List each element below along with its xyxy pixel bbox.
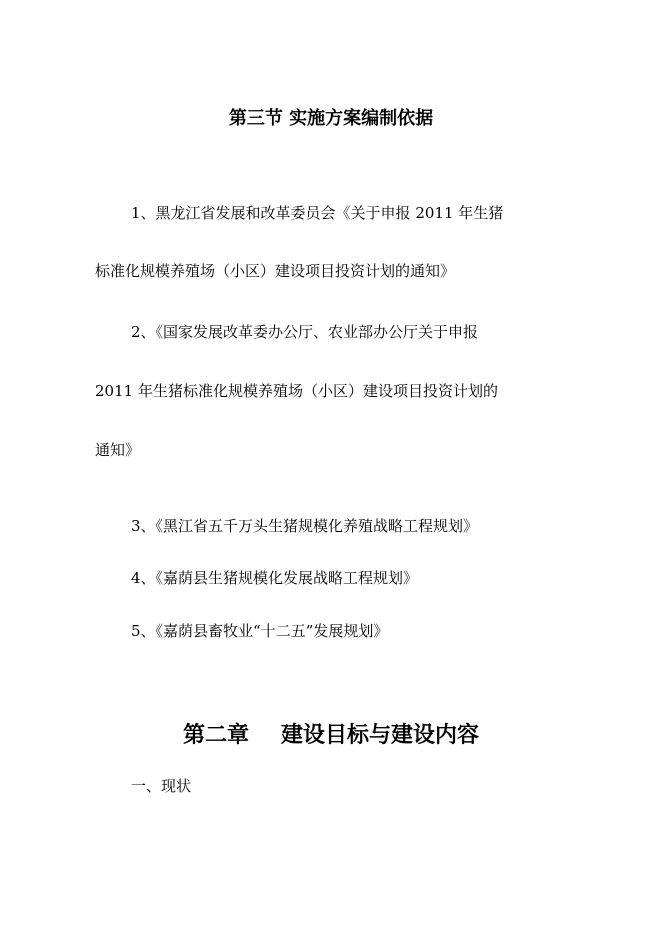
chapter-number: 第二章 xyxy=(182,722,249,748)
reference-item-2-line-3: 通知》 xyxy=(95,441,141,459)
reference-item-2-line-1: 2、《国家发展改革委办公厅、农业部办公厅关于申报 xyxy=(131,323,479,341)
reference-item-1-line-1: 1、黑龙江省发展和改革委员会《关于申报 2011 年生猪 xyxy=(131,204,504,222)
chapter-heading xyxy=(0,721,662,749)
section-title: 第三节 实施方案编制依据 xyxy=(228,108,434,129)
reference-item-2-line-2: 2011 年生猪标准化规模养殖场（小区）建设项目投资计划的 xyxy=(95,382,498,400)
reference-item-3: 3、《黑江省五千万头生猪规模化养殖战略工程规划》 xyxy=(131,517,479,535)
subsection-title: 一、现状 xyxy=(131,777,192,795)
reference-item-1-line-2: 标准化规模养殖场（小区）建设项目投资计划的通知》 xyxy=(95,262,456,280)
reference-item-4: 4、《嘉荫县生猪规模化发展战略工程规划》 xyxy=(131,569,419,587)
reference-item-5: 5、《嘉荫县畜牧业“十二五”发展规划》 xyxy=(131,622,389,640)
chapter-title: 建设目标与建设内容 xyxy=(281,722,480,748)
